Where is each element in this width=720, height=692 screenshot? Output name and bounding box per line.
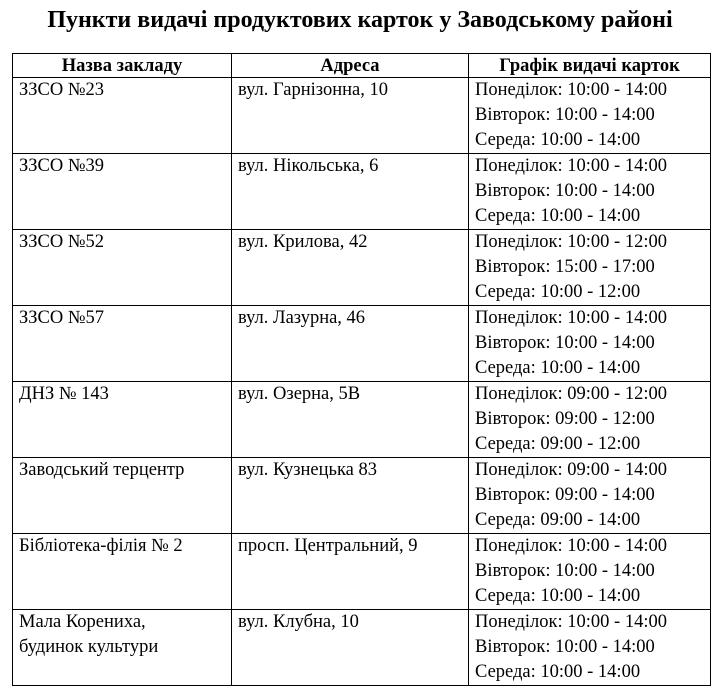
schedule-line: Середа: 10:00 - 14:00 — [475, 358, 641, 378]
address-text: вул. Нікольська, 6 — [238, 156, 379, 176]
facility-name-cell — [13, 610, 232, 686]
page-title: Пункти видачі продуктових карток у Заводському районі — [47, 7, 673, 33]
address-cell — [232, 382, 469, 458]
header-name: Назва закладу — [13, 54, 232, 78]
schedule-line: Середа: 10:00 - 14:00 — [475, 662, 641, 682]
facility-name-cell — [13, 458, 232, 534]
schedule-line: Середа: 10:00 - 14:00 — [475, 206, 641, 226]
table-header-row — [13, 54, 711, 78]
table-row — [13, 534, 711, 610]
address-text: вул. Крилова, 42 — [238, 232, 368, 252]
address-cell — [232, 78, 469, 154]
schedule-line: Середа: 09:00 - 12:00 — [475, 434, 641, 454]
schedule-line: Середа: 10:00 - 14:00 — [475, 130, 641, 150]
address-text: вул. Гарнізонна, 10 — [238, 80, 388, 100]
schedule-cell — [469, 610, 711, 686]
schedule-line: Понеділок: 10:00 - 12:00 — [475, 232, 667, 252]
address-cell — [232, 154, 469, 230]
schedule-line: Понеділок: 09:00 - 14:00 — [475, 460, 667, 480]
schedule-cell — [469, 230, 711, 306]
facility-name-line: ЗЗСО №23 — [19, 80, 105, 100]
schedule-line: Вівторок: 10:00 - 14:00 — [475, 181, 655, 201]
address-cell — [232, 230, 469, 306]
header-address: Адреса — [232, 54, 469, 78]
address-cell — [232, 306, 469, 382]
table-row — [13, 610, 711, 686]
schedule-line: Вівторок: 10:00 - 14:00 — [475, 637, 655, 657]
table-row — [13, 230, 711, 306]
schedule-line: Середа: 10:00 - 12:00 — [475, 282, 641, 302]
schedule-line: Понеділок: 10:00 - 14:00 — [475, 536, 667, 556]
address-text: вул. Клубна, 10 — [238, 612, 359, 632]
schedule-line: Понеділок: 09:00 - 12:00 — [475, 384, 667, 404]
facility-name-line: ЗЗСО №57 — [19, 308, 105, 328]
schedule-cell — [469, 306, 711, 382]
facility-name-line: Заводський терцентр — [19, 460, 185, 480]
schedule-cell — [469, 154, 711, 230]
schedule-cell — [469, 382, 711, 458]
schedule-cell — [469, 458, 711, 534]
schedule-line: Вівторок: 09:00 - 14:00 — [475, 485, 655, 505]
schedule-line: Понеділок: 10:00 - 14:00 — [475, 80, 667, 100]
schedule-line: Середа: 10:00 - 14:00 — [475, 586, 641, 606]
facility-name-line: ЗЗСО №39 — [19, 156, 105, 176]
table-row — [13, 306, 711, 382]
facility-name-line: Мала Корениха, — [19, 612, 146, 632]
facility-name-cell — [13, 230, 232, 306]
schedule-line: Вівторок: 09:00 - 12:00 — [475, 409, 655, 429]
header-schedule: Графік видачі карток — [469, 54, 711, 78]
table-row — [13, 154, 711, 230]
schedule-line: Вівторок: 15:00 - 17:00 — [475, 257, 655, 277]
table-body — [13, 78, 711, 686]
facility-name-cell — [13, 154, 232, 230]
address-text: вул. Лазурна, 46 — [238, 308, 366, 328]
distribution-points-table — [12, 53, 711, 686]
schedule-line: Вівторок: 10:00 - 14:00 — [475, 333, 655, 353]
facility-name-line: Бібліотека-філія № 2 — [19, 536, 183, 556]
schedule-line: Понеділок: 10:00 - 14:00 — [475, 612, 667, 632]
facility-name-cell — [13, 78, 232, 154]
address-text: вул. Озерна, 5В — [238, 384, 361, 404]
table-row — [13, 458, 711, 534]
facility-name-line: ДНЗ № 143 — [19, 384, 109, 404]
schedule-line: Понеділок: 10:00 - 14:00 — [475, 156, 667, 176]
schedule-line: Вівторок: 10:00 - 14:00 — [475, 105, 655, 125]
schedule-cell — [469, 78, 711, 154]
facility-name-cell — [13, 534, 232, 610]
table-row — [13, 382, 711, 458]
address-cell — [232, 610, 469, 686]
table-row — [13, 78, 711, 154]
facility-name-cell — [13, 382, 232, 458]
facility-name-cell — [13, 306, 232, 382]
schedule-line: Вівторок: 10:00 - 14:00 — [475, 561, 655, 581]
schedule-cell — [469, 534, 711, 610]
facility-name-line: будинок культури — [19, 637, 159, 657]
address-cell — [232, 458, 469, 534]
address-cell — [232, 534, 469, 610]
schedule-line: Понеділок: 10:00 - 14:00 — [475, 308, 667, 328]
schedule-line: Середа: 09:00 - 14:00 — [475, 510, 641, 530]
facility-name-line: ЗЗСО №52 — [19, 232, 105, 252]
address-text: вул. Кузнецька 83 — [238, 460, 378, 480]
address-text: просп. Центральний, 9 — [238, 536, 418, 556]
